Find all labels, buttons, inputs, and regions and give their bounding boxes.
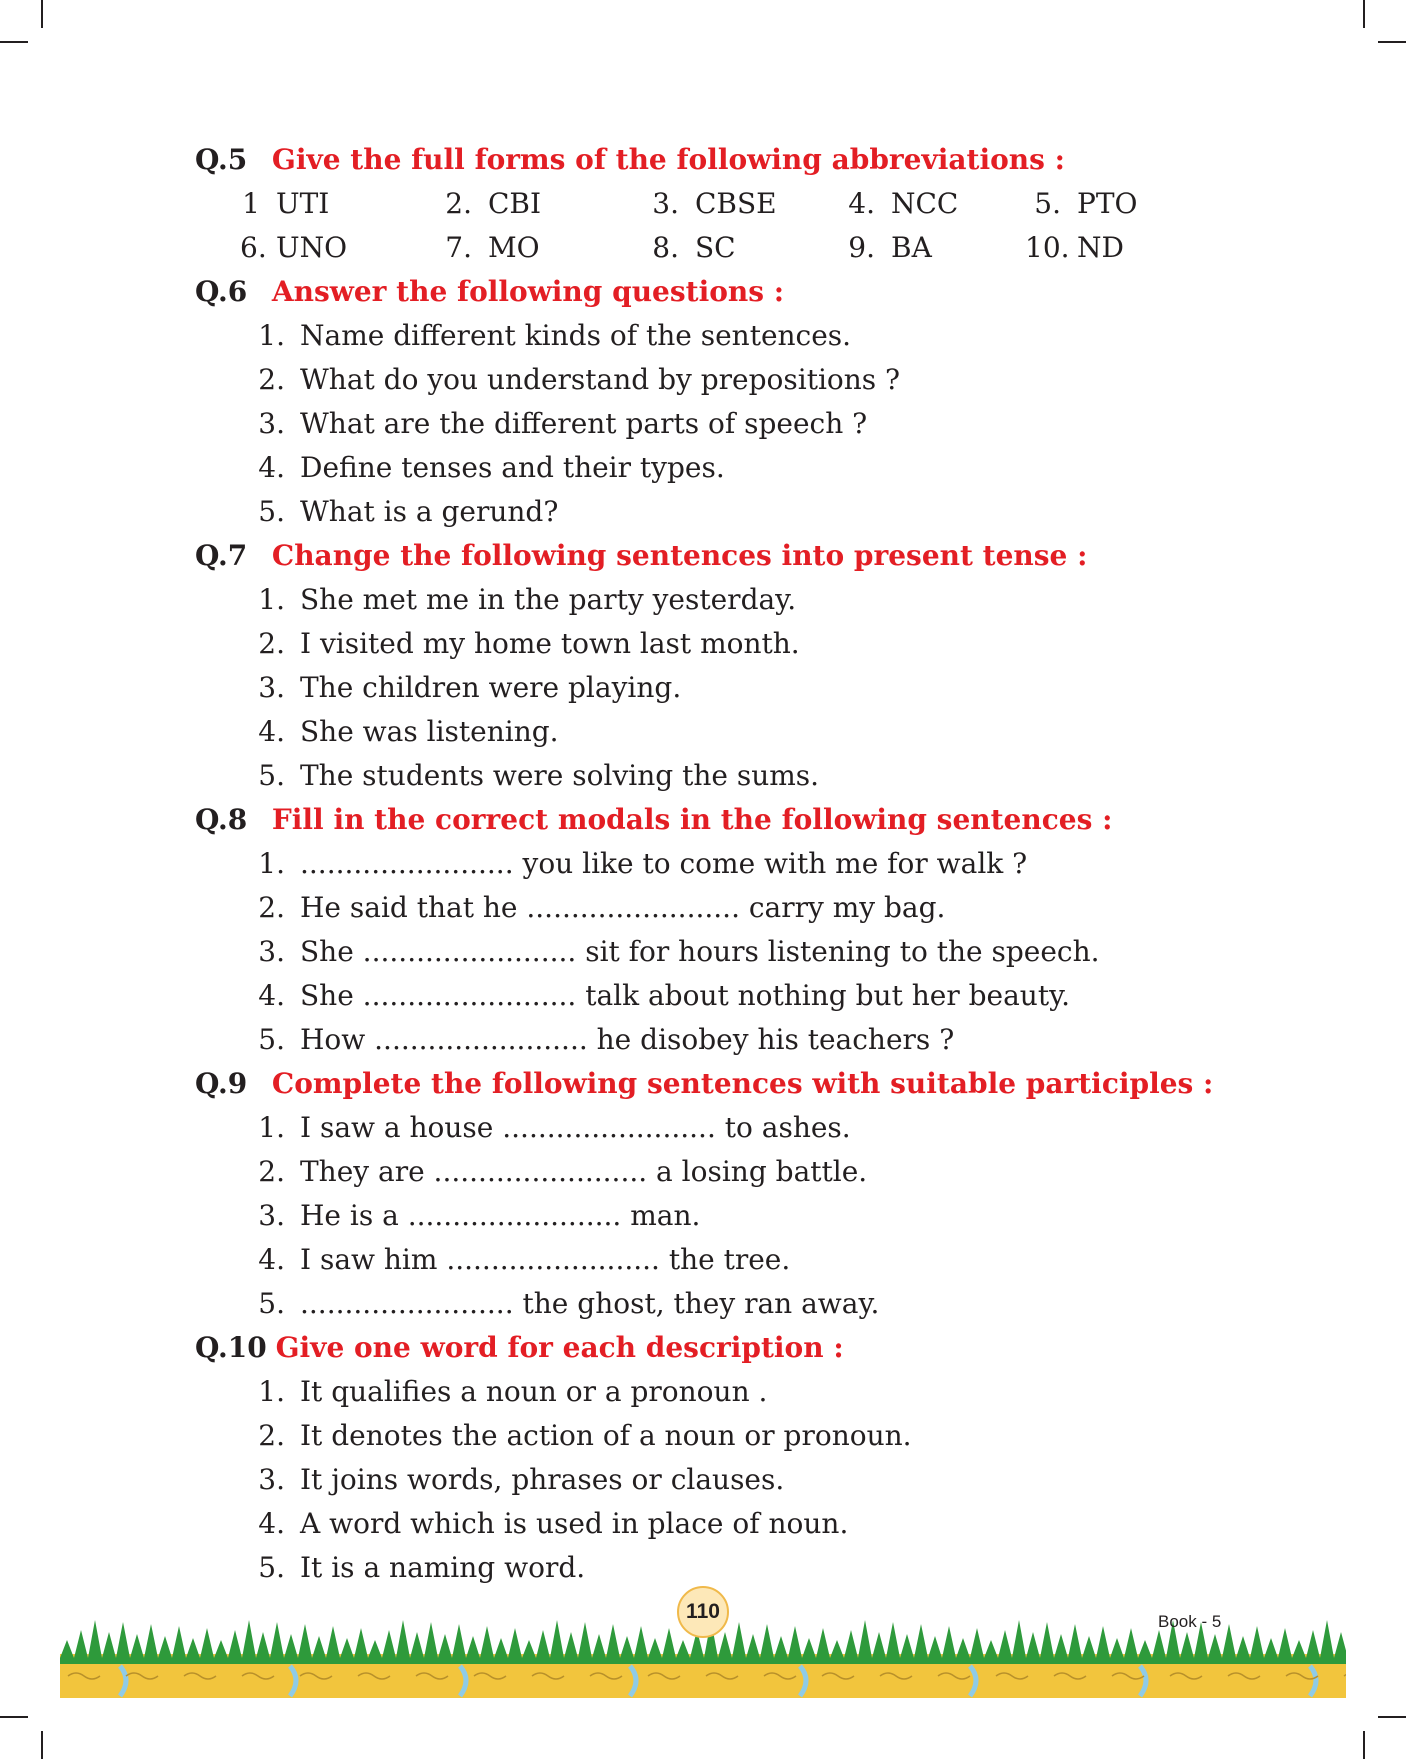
book-label: Book - 5: [1158, 1612, 1222, 1631]
crop-mark: [0, 1716, 28, 1718]
question-5: [195, 138, 1295, 270]
item-number: 4.: [258, 979, 285, 1012]
list-item: [195, 710, 1295, 754]
item-number: 10.: [1025, 231, 1070, 264]
question-title: Fill in the correct modals in the following sentences :: [271, 803, 1113, 836]
item-number: 2.: [258, 891, 285, 924]
abbreviation-item: [643, 226, 839, 270]
abbreviation-row: [195, 226, 1295, 270]
question-number: Q.7: [195, 539, 248, 572]
item-number: 4.: [258, 1243, 285, 1276]
item-number: 7.: [445, 231, 472, 264]
item-number: 5.: [258, 1023, 285, 1056]
item-number: 3.: [258, 407, 285, 440]
item-text: It denotes the action of a noun or pronoun.: [300, 1419, 912, 1452]
list-item: [195, 1414, 1295, 1458]
item-text: CBI: [488, 187, 542, 220]
item-number: 9.: [848, 231, 875, 264]
item-text: What is a gerund?: [300, 495, 559, 528]
item-number: 1.: [258, 1375, 285, 1408]
list-item: [195, 1150, 1295, 1194]
question-number: Q.10: [195, 1331, 267, 1364]
item-text: She met me in the party yesterday.: [300, 583, 797, 616]
item-text: How ........................ he disobey his teachers ?: [300, 1023, 955, 1056]
question-heading: [195, 798, 1295, 842]
abbreviation-row: [195, 182, 1295, 226]
item-number: 1.: [258, 847, 285, 880]
crop-mark: [1363, 0, 1365, 28]
item-text: She was listening.: [300, 715, 559, 748]
item-number: 4.: [258, 1507, 285, 1540]
question-heading: [195, 534, 1295, 578]
list-item: [195, 314, 1295, 358]
list-item: [195, 1458, 1295, 1502]
item-number: 4.: [258, 451, 285, 484]
question-heading: [195, 1062, 1295, 1106]
item-text: It is a naming word.: [300, 1551, 586, 1584]
abbreviation-item: [436, 182, 643, 226]
item-text: She ........................ talk about nothing but her beauty.: [300, 979, 1071, 1012]
list-item: [195, 1282, 1295, 1326]
list-item: [195, 578, 1295, 622]
item-number: 1.: [258, 583, 285, 616]
item-text: I visited my home town last month.: [300, 627, 800, 660]
list-item: [195, 666, 1295, 710]
item-text: What do you understand by prepositions ?: [300, 363, 901, 396]
abbreviation-item: [1025, 226, 1175, 270]
question-6: [195, 270, 1295, 534]
item-number: 3.: [258, 935, 285, 968]
question-heading: [195, 138, 1295, 182]
list-item: [195, 1106, 1295, 1150]
item-text: UNO: [276, 231, 348, 264]
question-heading: [195, 270, 1295, 314]
abbreviation-item: [839, 226, 1025, 270]
item-number: 3.: [258, 1463, 285, 1496]
item-number: 2.: [258, 1155, 285, 1188]
question-title: Give one word for each description :: [275, 1331, 844, 1364]
list-item: [195, 446, 1295, 490]
abbreviation-item: [240, 182, 436, 226]
abbreviation-item: [1025, 182, 1175, 226]
item-text: It qualifies a noun or a pronoun .: [300, 1375, 768, 1408]
item-number: 8.: [652, 231, 679, 264]
item-text: CBSE: [695, 187, 777, 220]
item-text: It joins words, phrases or clauses.: [300, 1463, 785, 1496]
question-number: Q.8: [195, 803, 248, 836]
list-item: [195, 622, 1295, 666]
item-number: 2.: [258, 1419, 285, 1452]
item-number: 5.: [258, 1287, 285, 1320]
list-item: [195, 1370, 1295, 1414]
abbreviation-item: [240, 226, 436, 270]
item-text: I saw him ........................ the tree.: [300, 1243, 791, 1276]
item-text: MO: [488, 231, 540, 264]
item-text: Define tenses and their types.: [300, 451, 725, 484]
list-item: [195, 1194, 1295, 1238]
crop-mark: [41, 1731, 43, 1759]
crop-mark: [41, 0, 43, 28]
question-8: [195, 798, 1295, 1062]
list-item: [195, 358, 1295, 402]
list-item: [195, 1546, 1295, 1590]
item-number: 2.: [258, 627, 285, 660]
item-number: 6.: [240, 231, 267, 264]
item-text: A word which is used in place of noun.: [300, 1507, 849, 1540]
item-text: NCC: [891, 187, 959, 220]
item-number: 3.: [652, 187, 679, 220]
question-9: [195, 1062, 1295, 1326]
item-text: The children were playing.: [300, 671, 682, 704]
crop-mark: [1378, 1716, 1406, 1718]
abbreviation-item: [839, 182, 1025, 226]
list-item: [195, 1018, 1295, 1062]
item-number: 5.: [1034, 187, 1061, 220]
crop-mark: [1363, 1731, 1365, 1759]
item-number: 3.: [258, 671, 285, 704]
crop-mark: [1378, 41, 1406, 43]
item-text: What are the different parts of speech ?: [300, 407, 868, 440]
question-title: Answer the following questions :: [271, 275, 785, 308]
item-number: 1: [242, 187, 260, 220]
item-number: 5.: [258, 1551, 285, 1584]
question-heading: [195, 1326, 1295, 1370]
item-text: ND: [1077, 231, 1124, 264]
item-text: PTO: [1077, 187, 1138, 220]
item-text: I saw a house ........................ to ashes.: [300, 1111, 851, 1144]
item-text: Name different kinds of the sentences.: [300, 319, 852, 352]
list-item: [195, 402, 1295, 446]
item-text: The students were solving the sums.: [300, 759, 820, 792]
item-text: ........................ you like to come with me for walk ?: [300, 847, 1028, 880]
question-number: Q.6: [195, 275, 248, 308]
list-item: [195, 842, 1295, 886]
item-text: UTI: [276, 187, 330, 220]
question-number: Q.9: [195, 1067, 248, 1100]
list-item: [195, 754, 1295, 798]
question-title: Change the following sentences into present tense :: [271, 539, 1088, 572]
item-text: She ........................ sit for hours listening to the speech.: [300, 935, 1100, 968]
question-7: [195, 534, 1295, 798]
exercise-content: [195, 138, 1295, 1590]
crop-mark: [0, 41, 28, 43]
item-number: 3.: [258, 1199, 285, 1232]
list-item: [195, 930, 1295, 974]
item-text: SC: [695, 231, 736, 264]
item-number: 1.: [258, 319, 285, 352]
item-number: 2.: [445, 187, 472, 220]
list-item: [195, 1502, 1295, 1546]
question-10: [195, 1326, 1295, 1590]
item-text: He is a ........................ man.: [300, 1199, 701, 1232]
abbreviation-item: [436, 226, 643, 270]
question-title: Give the full forms of the following abbreviations :: [271, 143, 1065, 176]
list-item: [195, 490, 1295, 534]
question-title: Complete the following sentences with suitable participles :: [271, 1067, 1214, 1100]
abbreviation-item: [643, 182, 839, 226]
page-number-badge: 110: [677, 1586, 729, 1638]
item-text: He said that he ........................ carry my bag.: [300, 891, 946, 924]
question-number: Q.5: [195, 143, 248, 176]
item-number: 5.: [258, 495, 285, 528]
list-item: [195, 1238, 1295, 1282]
list-item: [195, 974, 1295, 1018]
item-number: 1.: [258, 1111, 285, 1144]
item-number: 2.: [258, 363, 285, 396]
item-text: They are ........................ a losing battle.: [300, 1155, 868, 1188]
item-number: 5.: [258, 759, 285, 792]
item-number: 4.: [258, 715, 285, 748]
list-item: [195, 886, 1295, 930]
item-text: BA: [891, 231, 932, 264]
item-text: ........................ the ghost, they ran away.: [300, 1287, 880, 1320]
item-number: 4.: [848, 187, 875, 220]
